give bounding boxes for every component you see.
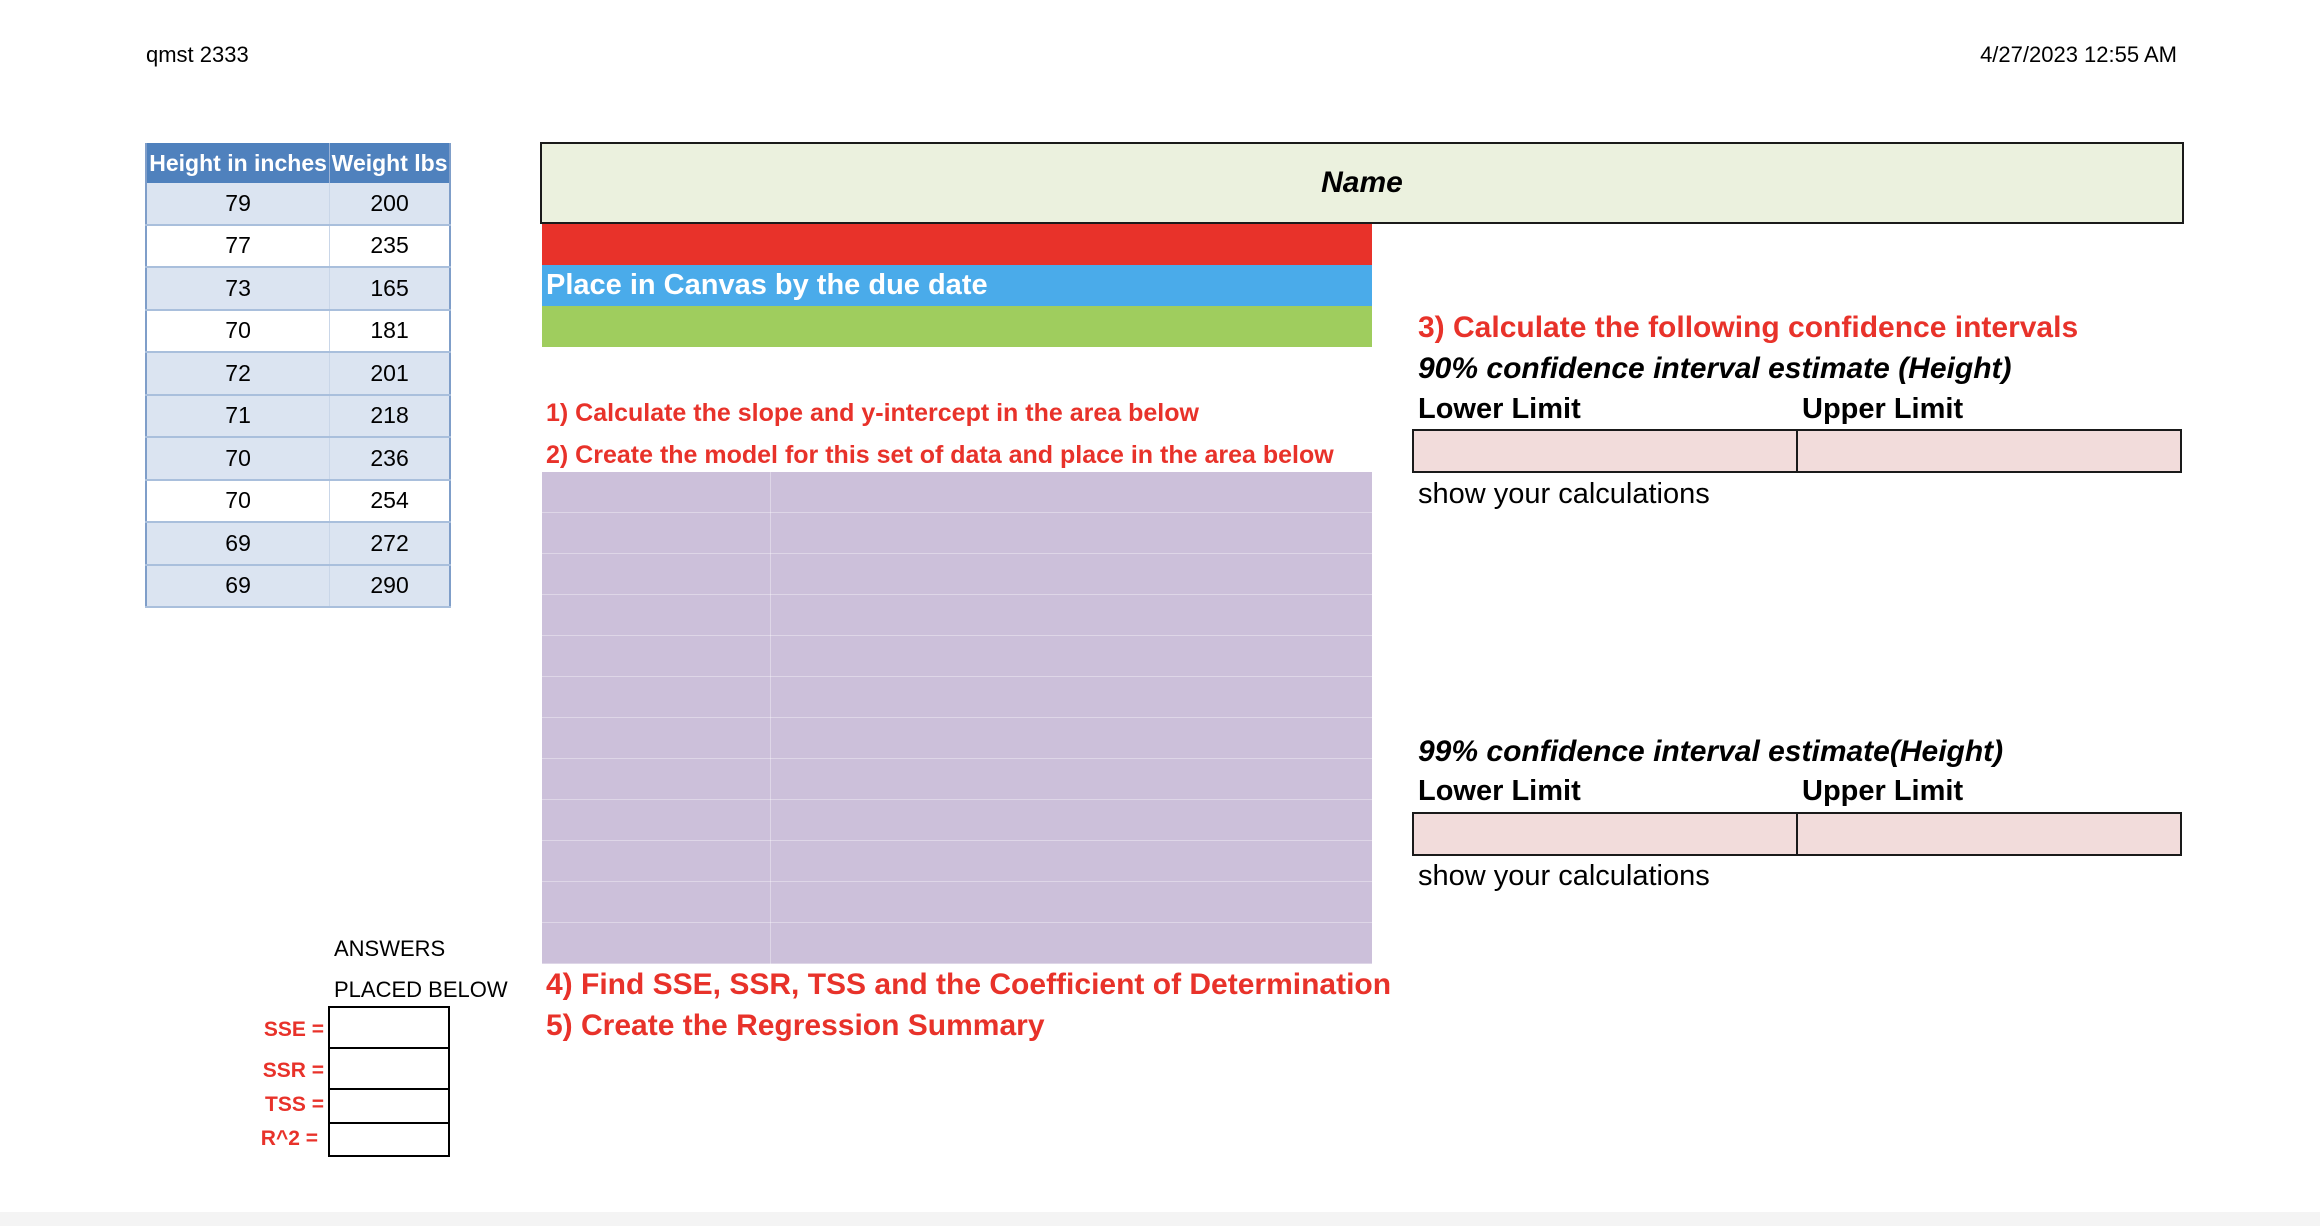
header-left-text: qmst 2333 — [146, 42, 249, 67]
table-row — [146, 437, 450, 480]
table-row — [146, 522, 450, 565]
canvas-note: Place in Canvas by the due date — [542, 265, 1372, 306]
column-header-weight: Weight lbs — [330, 143, 450, 183]
weight-cell[interactable]: 200 — [330, 183, 450, 225]
table-row — [146, 310, 450, 353]
weight-cell[interactable]: 236 — [330, 437, 450, 480]
table-row — [146, 395, 450, 438]
height-cell[interactable]: 70 — [146, 437, 330, 480]
weight-cell[interactable]: 254 — [330, 480, 450, 523]
ssr-input[interactable] — [328, 1047, 450, 1090]
table-row — [146, 480, 450, 523]
name-field[interactable] — [540, 142, 2184, 224]
red-band — [542, 224, 1372, 265]
height-cell[interactable]: 72 — [146, 352, 330, 395]
weight-cell[interactable]: 272 — [330, 522, 450, 565]
instruction-q4: 4) Find SSE, SSR, TSS and the Coefficient of Determination — [546, 968, 1392, 1001]
sse-label: SSE = — [263, 1018, 324, 1041]
green-band — [542, 306, 1372, 347]
ssr-label: SSR = — [262, 1059, 324, 1082]
instruction-q5: 5) Create the Regression Summary — [546, 1009, 1045, 1042]
ci90-calc-note: show your calculations — [1418, 478, 1710, 510]
ci90-input-row — [1412, 429, 2182, 473]
tss-input[interactable] — [328, 1088, 450, 1124]
instruction-q2: 2) Create the model for this set of data and place in the area below — [546, 441, 1334, 469]
column-header-height: Height in inches — [146, 143, 330, 183]
height-cell[interactable]: 69 — [146, 565, 330, 608]
weight-cell[interactable]: 165 — [330, 267, 450, 310]
answer-work-area[interactable] — [542, 472, 1372, 964]
ci90-upper-label: Upper Limit — [1802, 393, 1964, 425]
weight-cell[interactable]: 181 — [330, 310, 450, 353]
height-cell[interactable]: 77 — [146, 225, 330, 268]
height-cell[interactable]: 69 — [146, 522, 330, 565]
r2-input[interactable] — [328, 1122, 450, 1157]
ci99-input-row — [1412, 812, 2182, 856]
weight-cell[interactable]: 201 — [330, 352, 450, 395]
ci99-lower-label: Lower Limit — [1418, 775, 1581, 807]
header-timestamp: 4/27/2023 12:55 AM — [1980, 42, 2177, 67]
ci90-lower-label: Lower Limit — [1418, 393, 1581, 425]
table-row — [146, 267, 450, 310]
table-row — [146, 183, 450, 225]
ci99-lower-input[interactable] — [1414, 814, 1796, 854]
instruction-q1: 1) Calculate the slope and y-intercept in the area below — [546, 399, 1199, 427]
height-weight-table — [145, 143, 451, 608]
ci90-upper-input[interactable] — [1796, 431, 2180, 471]
height-cell[interactable]: 79 — [146, 183, 330, 225]
ci99-upper-input[interactable] — [1796, 814, 2180, 854]
weight-cell[interactable]: 218 — [330, 395, 450, 438]
instruction-q3: 3) Calculate the following confidence intervals — [1418, 311, 2079, 344]
tss-label: TSS = — [265, 1093, 324, 1116]
table-row — [146, 565, 450, 608]
ci99-upper-label: Upper Limit — [1802, 775, 1964, 807]
table-row — [146, 352, 450, 395]
height-cell[interactable]: 73 — [146, 267, 330, 310]
height-cell[interactable]: 70 — [146, 310, 330, 353]
ci99-title: 99% confidence interval estimate(Height) — [1418, 735, 2004, 768]
table-row — [146, 225, 450, 268]
ci99-calc-note: show your calculations — [1418, 860, 1710, 892]
sse-input[interactable] — [328, 1006, 450, 1049]
r2-label: R^2 = — [260, 1127, 318, 1150]
height-cell[interactable]: 71 — [146, 395, 330, 438]
height-cell[interactable]: 70 — [146, 480, 330, 523]
placed-below-label: PLACED BELOW — [334, 977, 508, 1002]
weight-cell[interactable]: 235 — [330, 225, 450, 268]
ci90-title: 90% confidence interval estimate (Height) — [1418, 352, 2012, 385]
ci90-lower-input[interactable] — [1414, 431, 1796, 471]
name-label: Name — [1321, 166, 1403, 199]
bottom-strip — [0, 1212, 2320, 1226]
answers-label: ANSWERS — [334, 936, 446, 961]
weight-cell[interactable]: 290 — [330, 565, 450, 608]
